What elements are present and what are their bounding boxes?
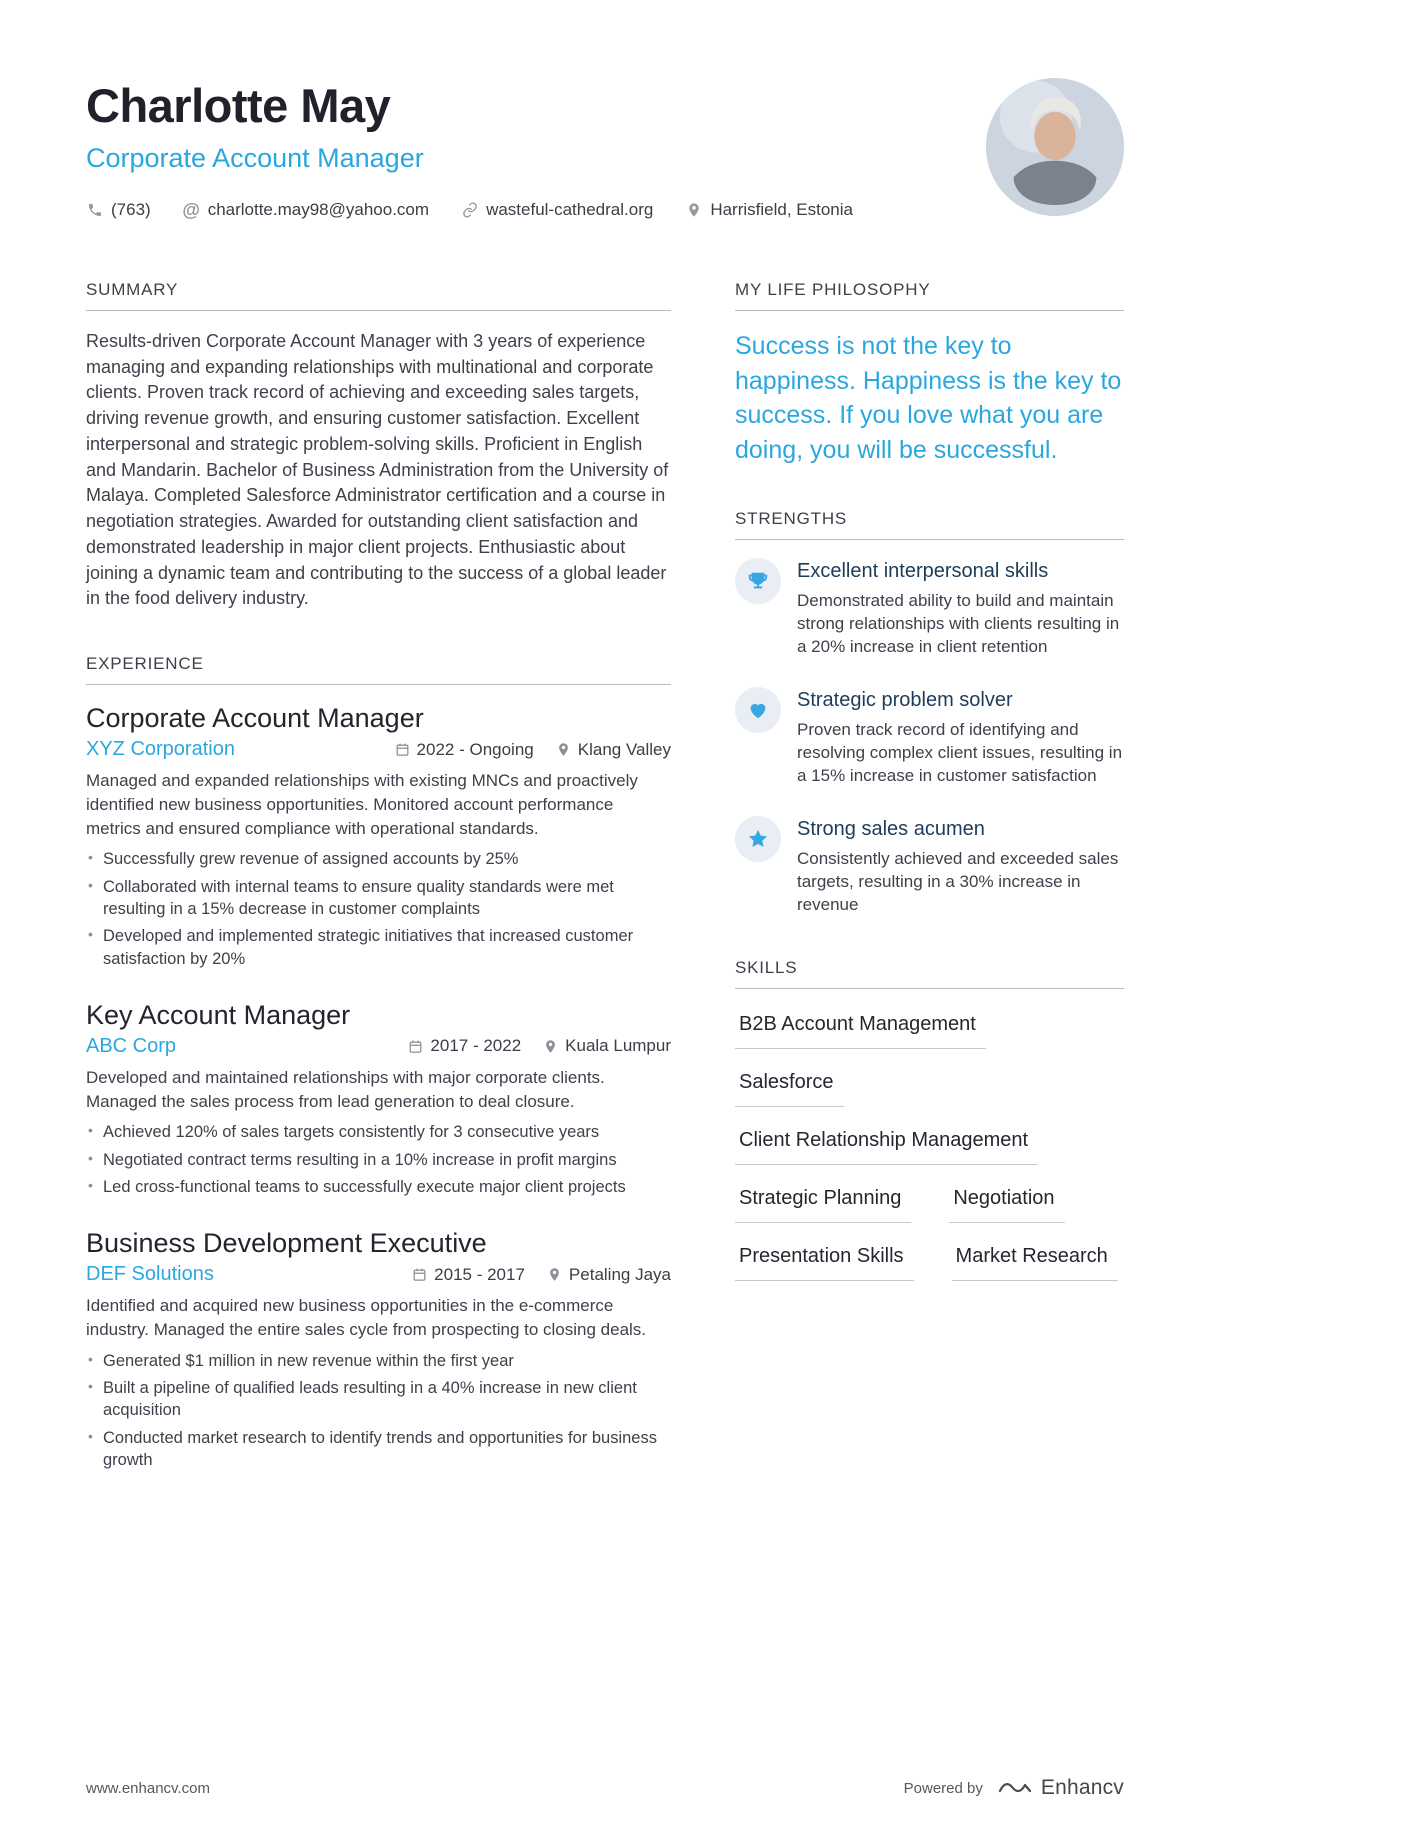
skills-list bbox=[735, 1007, 1124, 1303]
skill-tag: Negotiation bbox=[949, 1187, 1064, 1223]
job-company: DEF Solutions bbox=[86, 1263, 214, 1286]
link-icon bbox=[461, 202, 478, 219]
job-bullets bbox=[86, 848, 671, 969]
bullet-item: • Built a pipeline of qualified leads resulting in a 40% increase in new client acquisition bbox=[86, 1377, 671, 1422]
job-dates bbox=[408, 1036, 521, 1056]
experience-section bbox=[86, 654, 671, 1471]
job-bullets bbox=[86, 1350, 671, 1471]
job-company: ABC Corp bbox=[86, 1034, 177, 1057]
skills-heading: SKILLS bbox=[735, 958, 1124, 989]
job-meta bbox=[412, 1265, 671, 1285]
email-text[interactable]: charlotte.may98@yahoo.com bbox=[207, 200, 430, 219]
job-meta bbox=[395, 740, 671, 760]
strength-body bbox=[797, 558, 1124, 659]
strength-title: Strong sales acumen bbox=[797, 817, 985, 840]
bullet-item: • Generated $1 million in new revenue within the first year bbox=[86, 1350, 671, 1372]
contact-phone bbox=[86, 200, 151, 220]
job-meta-row bbox=[86, 738, 671, 761]
strength-text: Demonstrated ability to build and maintain strong relationships with clients resulting in a 20% increase in client retention bbox=[797, 591, 1120, 656]
strength-item bbox=[735, 816, 1124, 917]
contact-location bbox=[685, 200, 853, 220]
philosophy-section bbox=[735, 280, 1124, 467]
footer bbox=[86, 1776, 1124, 1800]
summary-section bbox=[86, 280, 671, 612]
header bbox=[86, 78, 1124, 220]
bullet-item: • Negotiated contract terms resulting in a 10% increase in profit margins bbox=[86, 1149, 671, 1171]
job-location bbox=[556, 740, 671, 760]
location-pin-icon bbox=[547, 1267, 562, 1282]
job-description: Identified and acquired new business opportunities in the e-commerce industry. Managed the entire sales cycle from prospecting to closing deals. bbox=[86, 1296, 647, 1339]
job-location-text: Petaling Jaya bbox=[568, 1264, 671, 1284]
job-location-text: Klang Valley bbox=[577, 739, 671, 759]
location-text: Harrisfield, Estonia bbox=[710, 200, 853, 219]
calendar-icon bbox=[395, 742, 410, 757]
summary-heading: SUMMARY bbox=[86, 280, 671, 311]
enhancv-brand-link[interactable] bbox=[997, 1776, 1124, 1800]
strength-title: Excellent interpersonal skills bbox=[797, 560, 1049, 582]
trophy-icon bbox=[735, 558, 781, 604]
phone-text: (763) bbox=[111, 200, 151, 219]
strength-text: Proven track record of identifying and resolving complex client issues, resulting in a 15% increase in customer satisfaction bbox=[797, 719, 1123, 785]
location-pin-icon bbox=[543, 1039, 558, 1054]
right-column bbox=[735, 280, 1124, 1513]
summary-text: Results-driven Corporate Account Manager with 3 years of experience managing and expanding relationships with multinational and corporate clients. Proven track record of achieving and exceeding sales targets, driving revenue growth, and ensuring customer satisfaction. Excellent interpersonal and strategic problem-solving skills. Proficient in English and Mandarin. Bachelor of Business Administration from the University of Malaya. Completed Salesforce Administrator certification and a course in negotiation strategies. Awarded for outstanding client satisfaction and demonstrated leadership in major client projects. Enthusiastic about joining a dynamic team and contributing to the success of a global leader in the food delivery industry. bbox=[86, 331, 669, 609]
at-sign-icon: @ bbox=[182, 199, 200, 220]
job-location bbox=[547, 1265, 671, 1285]
bullet-item: • Collaborated with internal teams to ensure quality standards were met resulting in a 15% decrease in customer complaints bbox=[86, 876, 671, 921]
job-meta-row bbox=[86, 1263, 671, 1286]
job-dates bbox=[395, 740, 534, 760]
website-text[interactable]: wasteful-cathedral.org bbox=[486, 200, 654, 219]
experience-heading: EXPERIENCE bbox=[86, 654, 671, 685]
job-description: Developed and maintained relationships with major corporate clients. Managed the sales process from lead generation to deal closure. bbox=[86, 1067, 605, 1111]
job-description: Managed and expanded relationships with existing MNCs and proactively identified new business opportunities. Monitored account performance metrics and ensured compliance with operational standards. bbox=[86, 771, 638, 838]
enhancv-wordmark: Enhancv bbox=[1040, 1776, 1124, 1799]
job-entry bbox=[86, 703, 671, 970]
powered-by bbox=[904, 1776, 1124, 1800]
strength-body bbox=[797, 687, 1124, 788]
strength-text: Consistently achieved and exceeded sales targets, resulting in a 30% increase in revenue bbox=[797, 848, 1119, 914]
strengths-heading: STRENGTHS bbox=[735, 509, 1124, 540]
skill-tag: B2B Account Management bbox=[735, 1013, 986, 1049]
job-title: Business Development Executive bbox=[86, 1228, 487, 1259]
location-pin-icon bbox=[685, 202, 702, 219]
phone-icon bbox=[86, 202, 103, 219]
job-title: Key Account Manager bbox=[86, 999, 351, 1030]
job-dates-text: 2022 - Ongoing bbox=[416, 739, 534, 759]
skill-tag: Presentation Skills bbox=[735, 1245, 914, 1281]
job-company: XYZ Corporation bbox=[86, 738, 235, 761]
calendar-icon bbox=[412, 1267, 427, 1282]
job-location bbox=[543, 1036, 671, 1056]
philosophy-heading: MY LIFE PHILOSOPHY bbox=[735, 280, 1124, 311]
skill-tag: Client Relationship Management bbox=[735, 1129, 1038, 1165]
skill-tag: Strategic Planning bbox=[735, 1187, 911, 1223]
bullet-item: • Led cross-functional teams to successfully execute major client projects bbox=[86, 1176, 671, 1198]
job-entry bbox=[86, 1228, 671, 1471]
calendar-icon bbox=[408, 1039, 423, 1054]
location-pin-icon bbox=[556, 742, 571, 757]
skill-tag: Market Research bbox=[952, 1245, 1118, 1281]
heart-icon bbox=[735, 687, 781, 733]
avatar bbox=[986, 78, 1124, 216]
skill-tag: Salesforce bbox=[735, 1071, 844, 1107]
strength-item bbox=[735, 687, 1124, 788]
footer-site-link[interactable]: www.enhancv.com bbox=[86, 1779, 210, 1797]
bullet-item: • Conducted market research to identify trends and opportunities for business growth bbox=[86, 1427, 671, 1472]
strength-body bbox=[797, 816, 1124, 917]
bullet-item: • Developed and implemented strategic initiatives that increased customer satisfaction by 20% bbox=[86, 925, 671, 970]
job-meta bbox=[408, 1036, 671, 1056]
content-columns bbox=[86, 280, 1124, 1513]
job-bullets bbox=[86, 1121, 671, 1198]
person-name: Charlotte May bbox=[86, 79, 391, 132]
contact-row bbox=[86, 200, 1124, 220]
person-title: Corporate Account Manager bbox=[86, 143, 424, 173]
job-title: Corporate Account Manager bbox=[86, 703, 424, 734]
strength-item bbox=[735, 558, 1124, 659]
powered-by-label: Powered by bbox=[903, 1779, 983, 1797]
bullet-item: • Achieved 120% of sales targets consistently for 3 consecutive years bbox=[86, 1121, 671, 1143]
strength-title: Strategic problem solver bbox=[797, 688, 1013, 711]
bullet-item: • Successfully grew revenue of assigned accounts by 25% bbox=[86, 848, 671, 870]
job-entry bbox=[86, 1000, 671, 1198]
star-icon bbox=[735, 816, 781, 862]
skills-section bbox=[735, 958, 1124, 1303]
job-dates-text: 2015 - 2017 bbox=[434, 1264, 525, 1284]
contact-website[interactable] bbox=[461, 200, 653, 220]
left-column bbox=[86, 280, 671, 1513]
job-meta-row bbox=[86, 1035, 671, 1058]
philosophy-quote: Success is not the key to happiness. Happiness is the key to success. If you love what you are doing, you will be successful. bbox=[735, 332, 1122, 464]
job-dates-text: 2017 - 2022 bbox=[430, 1036, 522, 1056]
enhancv-logo-icon bbox=[997, 1778, 1033, 1798]
job-dates bbox=[412, 1265, 525, 1285]
contact-email[interactable] bbox=[183, 200, 429, 220]
job-location-text: Kuala Lumpur bbox=[565, 1036, 671, 1056]
strengths-section bbox=[735, 509, 1124, 916]
